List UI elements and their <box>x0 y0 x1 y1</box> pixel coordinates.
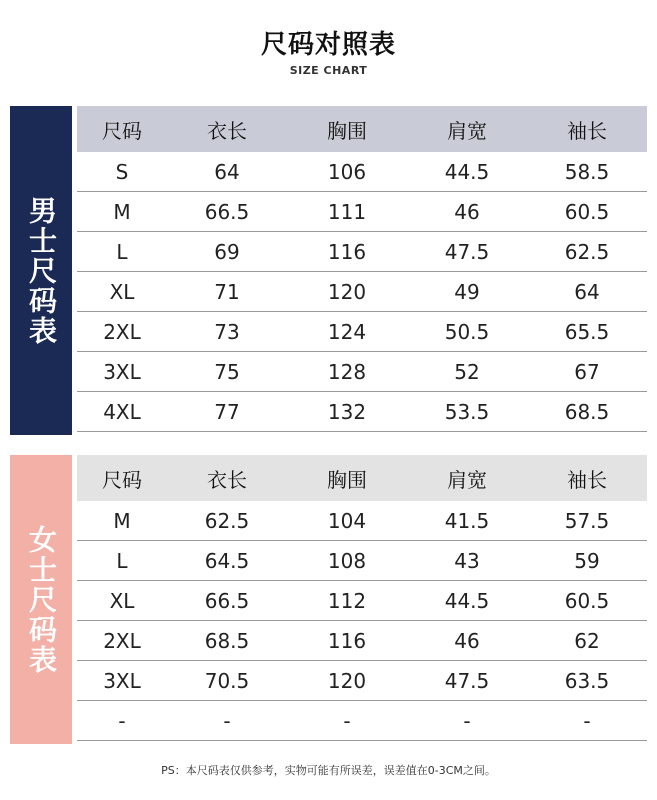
cell-length: 71 <box>214 279 240 304</box>
cell-shoulder: 46 <box>454 628 480 653</box>
cell-length: 68.5 <box>204 628 250 653</box>
women-table-header <box>77 455 647 501</box>
cell-chest: 124 <box>327 319 367 344</box>
cell-sleeve: 68.5 <box>564 399 610 424</box>
table-row <box>77 581 647 621</box>
men-table-header <box>77 106 647 152</box>
cell-length: 64 <box>214 159 240 184</box>
cell-length: 77 <box>214 399 240 424</box>
cell-chest: 112 <box>327 588 367 613</box>
cell-length: - <box>223 708 231 733</box>
men-side-label: 男士尺码表 <box>25 195 58 346</box>
table-row <box>77 661 647 701</box>
cell-sleeve: 63.5 <box>564 668 610 693</box>
cell-sleeve: 64 <box>574 279 600 304</box>
cell-sleeve: - <box>583 708 591 733</box>
cell-sleeve: 58.5 <box>564 159 610 184</box>
cell-chest: 128 <box>327 359 367 384</box>
cell-length: 69 <box>214 239 240 264</box>
cell-size: XL <box>109 588 135 613</box>
disclaimer-note: PS：本尺码表仅供参考，实物可能有所误差，误差值在0-3CM之间。 <box>161 764 496 777</box>
cell-sleeve: 59 <box>574 548 600 573</box>
women-side-label: 女士尺码表 <box>25 524 58 675</box>
table-row <box>77 701 647 741</box>
cell-shoulder: 47.5 <box>444 239 490 264</box>
cell-chest: 120 <box>327 668 367 693</box>
cell-size: XL <box>109 279 135 304</box>
cell-chest: - <box>343 708 351 733</box>
header-length: 衣长 <box>207 118 247 143</box>
cell-shoulder: 44.5 <box>444 588 490 613</box>
cell-chest: 132 <box>327 399 367 424</box>
cell-chest: 116 <box>327 239 367 264</box>
cell-shoulder: 46 <box>454 199 480 224</box>
header-shoulder: 肩宽 <box>447 118 487 143</box>
cell-size: 3XL <box>103 359 141 384</box>
cell-length: 73 <box>214 319 240 344</box>
table-row <box>77 152 647 192</box>
cell-shoulder: 52 <box>454 359 480 384</box>
cell-length: 75 <box>214 359 240 384</box>
header-length: 衣长 <box>207 467 247 492</box>
cell-shoulder: 44.5 <box>444 159 490 184</box>
cell-size: M <box>113 508 131 533</box>
cell-sleeve: 67 <box>574 359 600 384</box>
table-row <box>77 272 647 312</box>
header-chest: 胸围 <box>327 118 367 143</box>
header-size: 尺码 <box>102 118 142 143</box>
header-sleeve: 袖长 <box>567 467 607 492</box>
table-row <box>77 621 647 661</box>
page-title: 尺码对照表 <box>260 30 396 60</box>
cell-length: 70.5 <box>204 668 250 693</box>
women-size-table <box>77 455 647 741</box>
cell-chest: 111 <box>327 199 367 224</box>
cell-chest: 104 <box>327 508 367 533</box>
women-table-body <box>77 501 647 741</box>
men-size-table <box>77 106 647 432</box>
cell-chest: 108 <box>327 548 367 573</box>
header-shoulder: 肩宽 <box>447 467 487 492</box>
cell-shoulder: 53.5 <box>444 399 490 424</box>
cell-shoulder: 50.5 <box>444 319 490 344</box>
cell-size: L <box>116 548 128 573</box>
cell-length: 66.5 <box>204 199 250 224</box>
cell-size: - <box>118 708 126 733</box>
table-row <box>77 352 647 392</box>
men-table-body <box>77 152 647 432</box>
cell-chest: 106 <box>327 159 367 184</box>
cell-sleeve: 60.5 <box>564 199 610 224</box>
cell-shoulder: 41.5 <box>444 508 490 533</box>
cell-sleeve: 65.5 <box>564 319 610 344</box>
cell-length: 62.5 <box>204 508 250 533</box>
cell-size: 2XL <box>103 319 141 344</box>
table-row <box>77 541 647 581</box>
header-chest: 胸围 <box>327 467 367 492</box>
cell-size: 2XL <box>103 628 141 653</box>
cell-sleeve: 57.5 <box>564 508 610 533</box>
cell-sleeve: 60.5 <box>564 588 610 613</box>
cell-size: M <box>113 199 131 224</box>
cell-length: 64.5 <box>204 548 250 573</box>
cell-chest: 116 <box>327 628 367 653</box>
cell-size: 4XL <box>103 399 141 424</box>
cell-size: L <box>116 239 128 264</box>
cell-shoulder: 43 <box>454 548 480 573</box>
page-subtitle: SIZE CHART <box>289 64 368 77</box>
table-row <box>77 232 647 272</box>
cell-size: S <box>115 159 129 184</box>
table-row <box>77 392 647 432</box>
table-row <box>77 501 647 541</box>
header-sleeve: 袖长 <box>567 118 607 143</box>
women-side-label-panel <box>10 455 72 744</box>
header-size: 尺码 <box>102 467 142 492</box>
cell-size: 3XL <box>103 668 141 693</box>
cell-shoulder: - <box>463 708 471 733</box>
cell-sleeve: 62 <box>574 628 600 653</box>
cell-sleeve: 62.5 <box>564 239 610 264</box>
cell-chest: 120 <box>327 279 367 304</box>
men-side-label-panel <box>10 106 72 435</box>
cell-length: 66.5 <box>204 588 250 613</box>
cell-shoulder: 49 <box>454 279 480 304</box>
table-row <box>77 192 647 232</box>
table-row <box>77 312 647 352</box>
cell-shoulder: 47.5 <box>444 668 490 693</box>
